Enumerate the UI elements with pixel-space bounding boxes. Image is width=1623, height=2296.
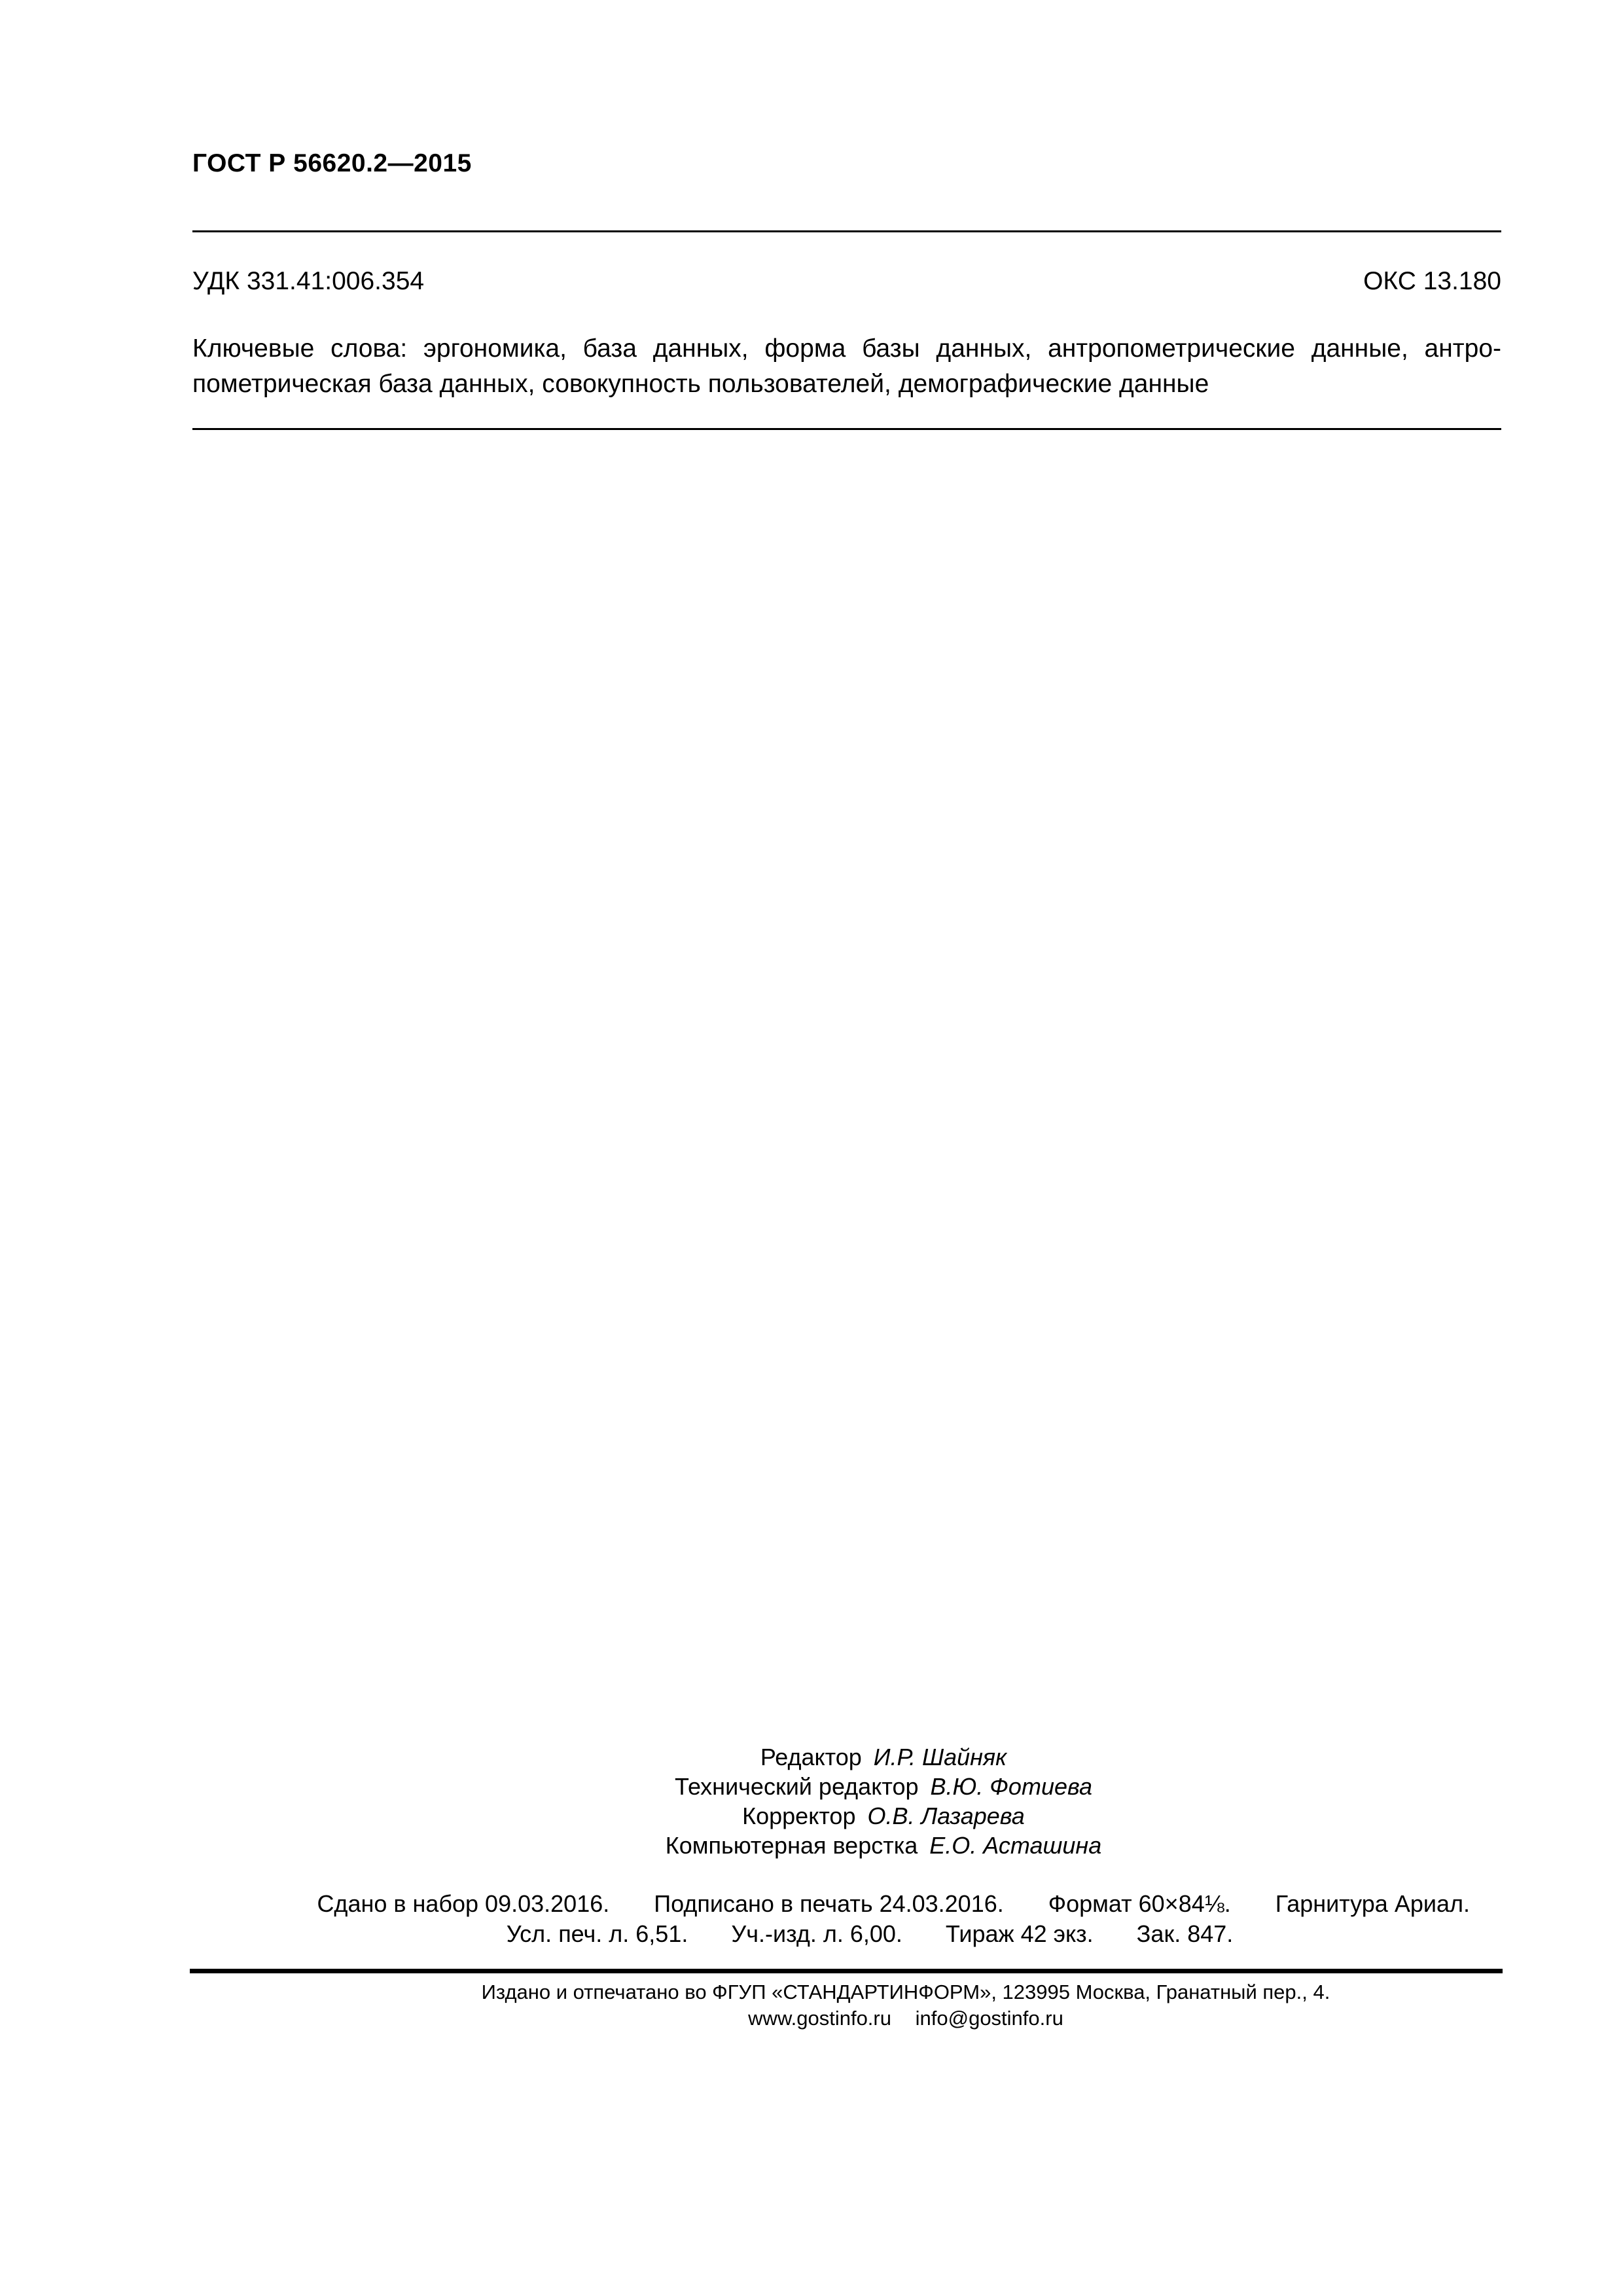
imprint-typeface: Гарнитура Ариал.	[1275, 1890, 1470, 1917]
top-divider	[192, 230, 1501, 232]
keywords-line-1: Ключевые слова: эргономика, база данных, форма базы данных, антропометрические данные, антро-	[192, 334, 1501, 363]
staff-name: И.Р. Шайняк	[873, 1744, 1007, 1770]
imprint-format: Формат 60×84⅛.	[1048, 1890, 1231, 1917]
imprint-print-sheets: Усл. печ. л. 6,51.	[506, 1920, 688, 1947]
publisher-line: Издано и отпечатано во ФГУП «СТАНДАРТИНФОРМ», 123995 Москва, Гранатный пер., 4.	[481, 1981, 1330, 2003]
publisher-contacts	[192, 2007, 1501, 2030]
staff-credits	[0, 1742, 1623, 1860]
publisher-email[interactable]: info@gostinfo.ru	[915, 2007, 1063, 2030]
staff-row-proofreader	[0, 1801, 1623, 1831]
staff-role: Технический редактор	[674, 1773, 919, 1800]
staff-role: Компьютерная верстка	[665, 1832, 918, 1859]
staff-role: Корректор	[742, 1803, 856, 1829]
imprint-line-1	[192, 1890, 1501, 1918]
staff-row-technical-editor	[0, 1772, 1623, 1801]
classification-row	[192, 267, 1501, 296]
staff-role: Редактор	[760, 1744, 862, 1770]
publisher-divider	[190, 1969, 1503, 1973]
publisher-website[interactable]: www.gostinfo.ru	[748, 2007, 891, 2030]
imprint-circulation: Тираж 42 экз.	[945, 1920, 1094, 1947]
document-code: ГОСТ Р 56620.2—2015	[192, 149, 472, 177]
oks-code: ОКС 13.180	[1363, 267, 1501, 295]
staff-row-editor	[0, 1742, 1623, 1772]
keywords-divider	[192, 428, 1501, 430]
imprint-pub-sheets: Уч.-изд. л. 6,00.	[731, 1920, 902, 1947]
imprint-submitted: Сдано в набор 09.03.2016.	[317, 1890, 610, 1917]
imprint-line-2	[192, 1920, 1501, 1948]
keywords-line-2: пометрическая база данных, совокупность пользователей, демографические данные	[192, 370, 1209, 398]
staff-name: Е.О. Асташина	[929, 1832, 1102, 1859]
imprint-order: Зак. 847.	[1136, 1920, 1234, 1947]
staff-name: О.В. Лазарева	[867, 1803, 1025, 1829]
staff-row-layout	[0, 1831, 1623, 1860]
udk-code: УДК 331.41:006.354	[192, 267, 425, 295]
staff-name: В.Ю. Фотиева	[930, 1773, 1093, 1800]
imprint-signed: Подписано в печать 24.03.2016.	[654, 1890, 1004, 1917]
keywords-paragraph	[192, 331, 1501, 402]
